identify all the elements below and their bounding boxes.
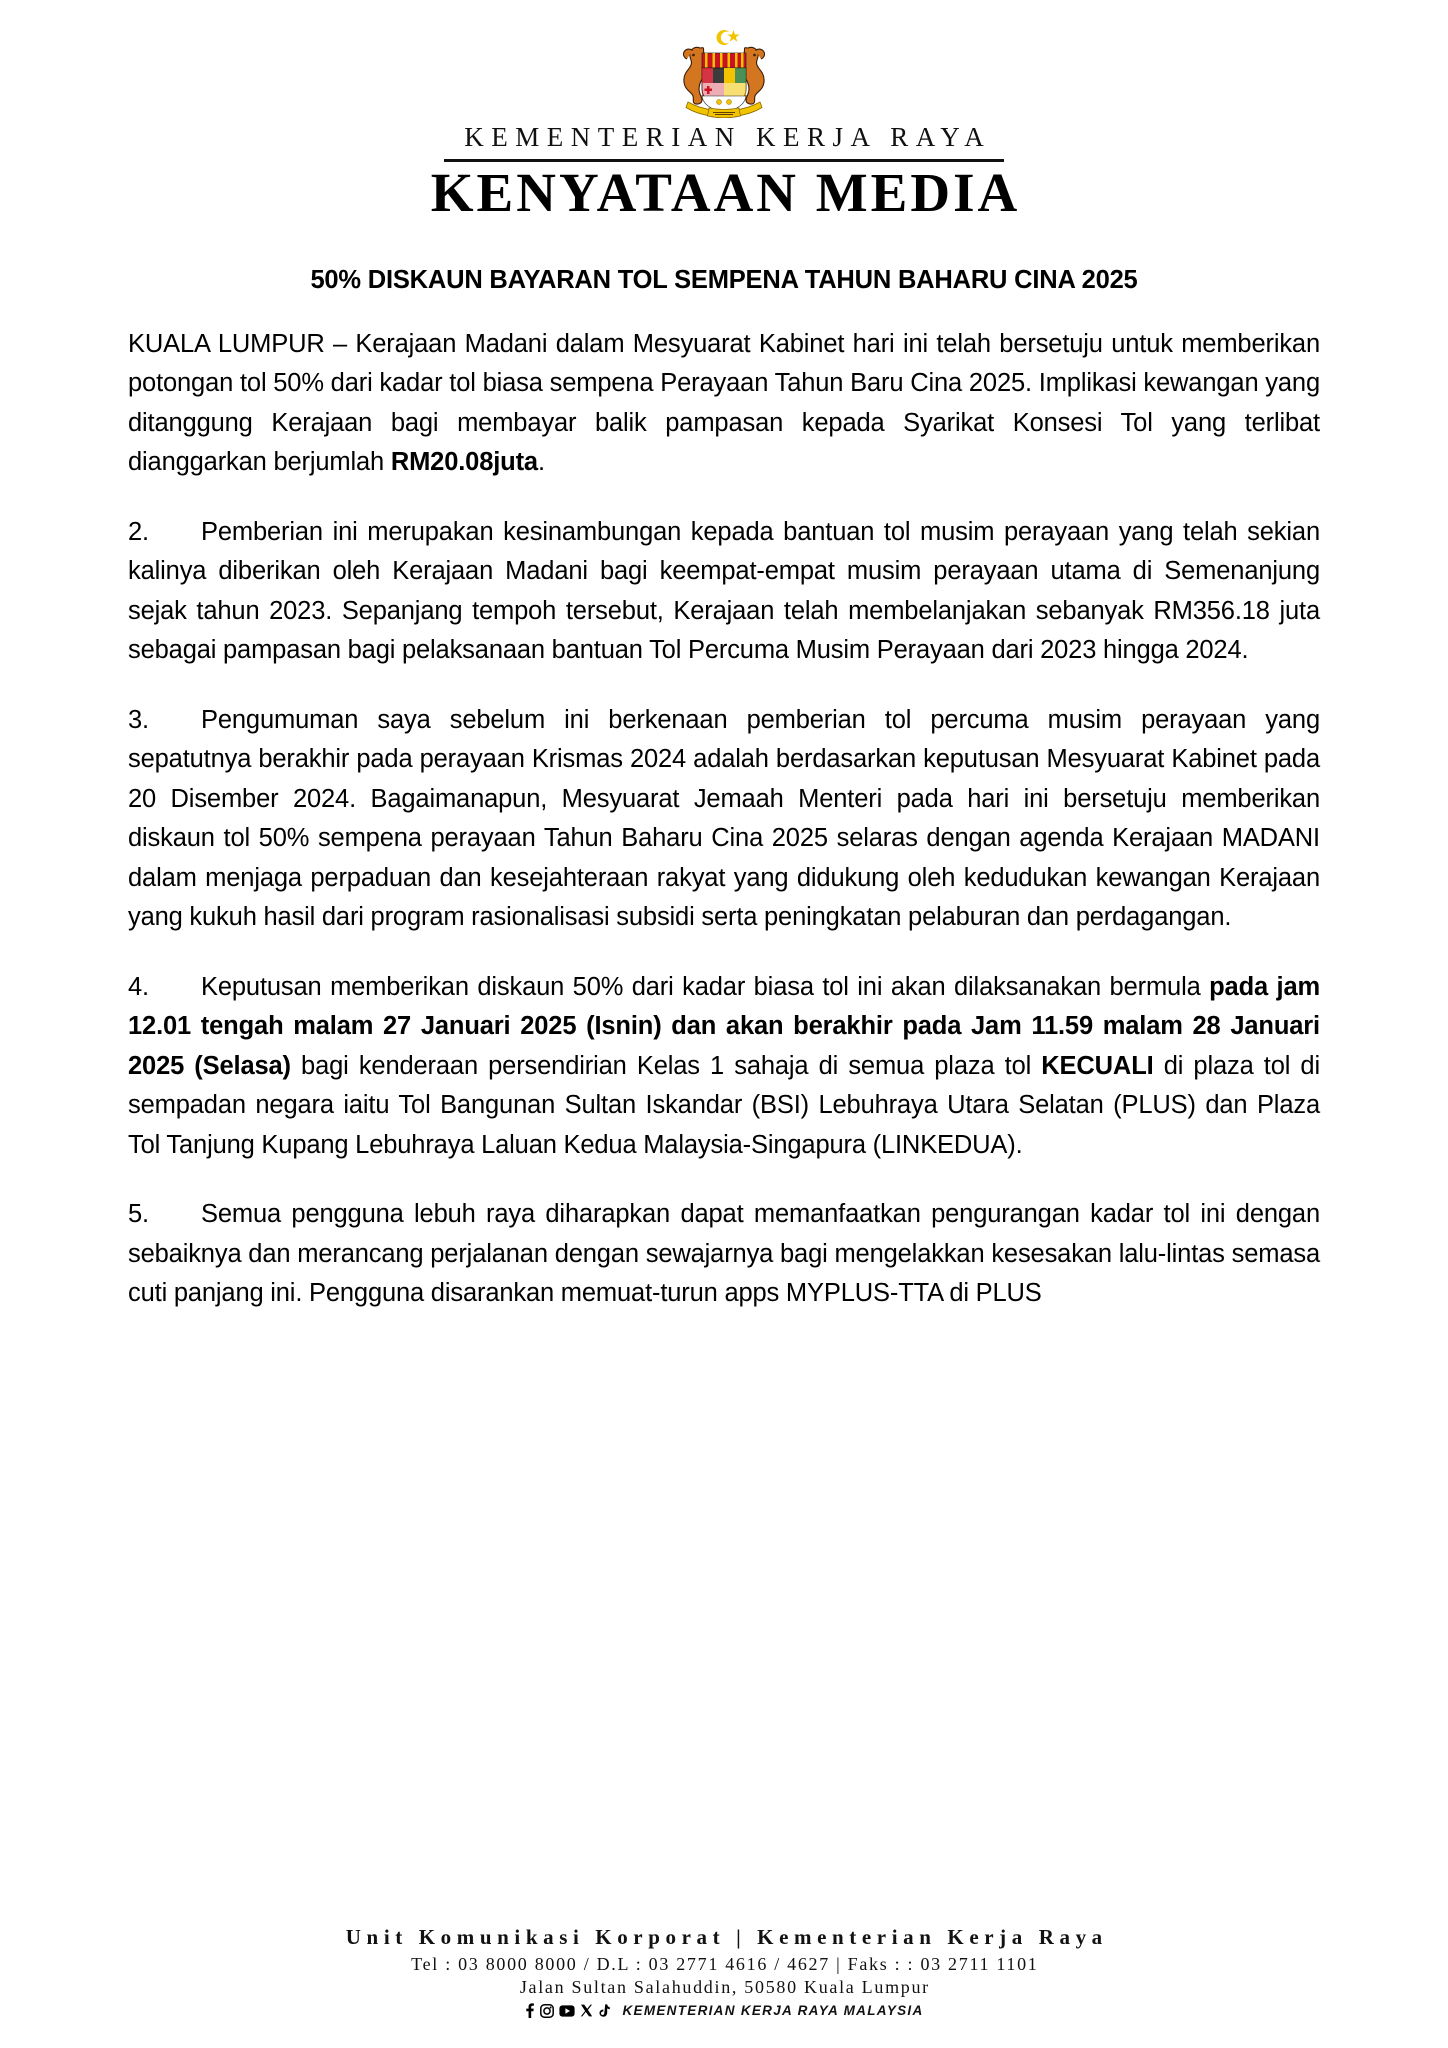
paragraph <box>128 1195 1320 1314</box>
footer-address: Jalan Sultan Salahuddin, 50580 Kuala Lumpur <box>519 1977 930 1997</box>
paragraph-number: 5. <box>128 1200 149 1229</box>
footer-organisation: Unit Komunikasi Korporat | Kementerian Kerja Raya <box>345 1925 1108 1949</box>
footer-social-handle: KEMENTERIAN KERJA RAYA MALAYSIA <box>622 2003 924 2018</box>
paragraph-text: . <box>537 448 545 477</box>
instagram-icon[interactable] <box>540 2004 554 2018</box>
document-body <box>0 266 1448 1314</box>
paragraph-text: Pemberian ini merupakan kesinambungan kepada bantuan tol musim perayaan yang telah sekian kalinya diberikan oleh Kerajaan Madani bagi keempat-empat musim perayaan utama di Semenanjung sejak tahun 2023. Sepanjang tempoh tersebut, Kerajaan telah membelanjakan sebanyak RM356.18 juta sebagai pampasan bagi pelaksanaan bantuan Tol Percuma Musim Perayaan dari 2023 hingga 2024. <box>128 517 1320 665</box>
facebook-icon[interactable] <box>524 2003 535 2018</box>
paragraph-list <box>128 325 1320 1314</box>
x-twitter-icon[interactable] <box>580 2004 593 2017</box>
subject-heading: 50% DISKAUN BAYARAN TOL SEMPENA TAHUN BAHARU CINA 2025 <box>310 265 1138 294</box>
document-header <box>0 0 1448 222</box>
paragraph-emphasis: RM20.08juta <box>390 448 538 477</box>
paragraph-text: Semua pengguna lebuh raya diharapkan dapat memanfaatkan pengurangan kadar tol ini dengan sebaiknya dan merancang perjalanan dengan sewajarnya bagi mengelakkan kesesakan lalu-lintas semasa cuti panjang ini. Pengguna disarankan memuat-turun apps MYPLUS-TTA di PLUS <box>128 1200 1320 1308</box>
paragraph-emphasis: pada jam 12.01 tengah malam 27 Januari 2025 (Isnin) dan akan berakhir pada Jam 11.59 malam 28 Januari 2025 (Selasa) <box>128 972 1320 1080</box>
paragraph <box>128 968 1320 1166</box>
paragraph-emphasis: KECUALI <box>1041 1051 1154 1080</box>
document-title: KENYATAAN MEDIA <box>430 162 1021 223</box>
paragraph-text: di plaza tol di sempadan negara iaitu Tol Bangunan Sultan Iskandar (BSI) Lebuhraya Utara Selatan (PLUS) dan Plaza Tol Tanjung Kupang Lebuhraya Laluan Kedua Malaysia-Singapura (LINKEDUA). <box>128 1051 1320 1159</box>
document-footer <box>0 1925 1448 2018</box>
tiktok-icon[interactable] <box>598 2004 610 2018</box>
paragraph-number: 4. <box>128 972 149 1001</box>
youtube-icon[interactable] <box>559 2005 575 2017</box>
footer-telephone: Tel : 03 8000 8000 / D.L : 03 2771 4616 / 4627 | Faks : : 03 2711 1101 <box>411 1954 1039 1974</box>
footer-social-row <box>0 2003 1448 2018</box>
paragraph-text: KUALA LUMPUR – Kerajaan Madani dalam Mesyuarat Kabinet hari ini telah bersetuju untuk memberikan potongan tol 50% dari kadar tol biasa sempena Perayaan Tahun Baru Cina 2025. Implikasi kewangan yang ditanggung Kerajaan bagi membayar balik pampasan kepada Syarikat Konsesi Tol yang terlibat dianggarkan berjumlah <box>128 329 1320 477</box>
paragraph-text: Keputusan memberikan diskaun 50% dari kadar biasa tol ini akan dilaksanakan bermula <box>201 972 1210 1001</box>
paragraph-number: 2. <box>128 517 149 546</box>
paragraph-number: 3. <box>128 705 149 734</box>
ministry-name: KEMENTERIAN KERJA RAYA <box>464 122 992 152</box>
paragraph-text: bagi kenderaan persendirian Kelas 1 sahaja di semua plaza tol <box>290 1051 1042 1080</box>
paragraph-text: Pengumuman saya sebelum ini berkenaan pemberian tol percuma musim perayaan yang sepatutnya berakhir pada perayaan Krismas 2024 adalah berdasarkan keputusan Mesyuarat Kabinet pada 20 Disember 2024. Bagaimanapun, Mesyuarat Jemaah Menteri pada hari ini bersetuju memberikan diskaun tol 50% sempena perayaan Tahun Baharu Cina 2025 selaras dengan agenda Kerajaan MADANI dalam menjaga perpaduan dan kesejahteraan rakyat yang didukung oleh kedudukan kewangan Kerajaan yang kukuh hasil dari program rasionalisasi subsidi serta peningkatan pelaburan dan perdagangan. <box>128 705 1320 932</box>
paragraph <box>128 701 1320 938</box>
paragraph <box>128 513 1320 671</box>
malaysia-coat-of-arms-emblem <box>665 22 783 118</box>
paragraph <box>128 325 1320 483</box>
